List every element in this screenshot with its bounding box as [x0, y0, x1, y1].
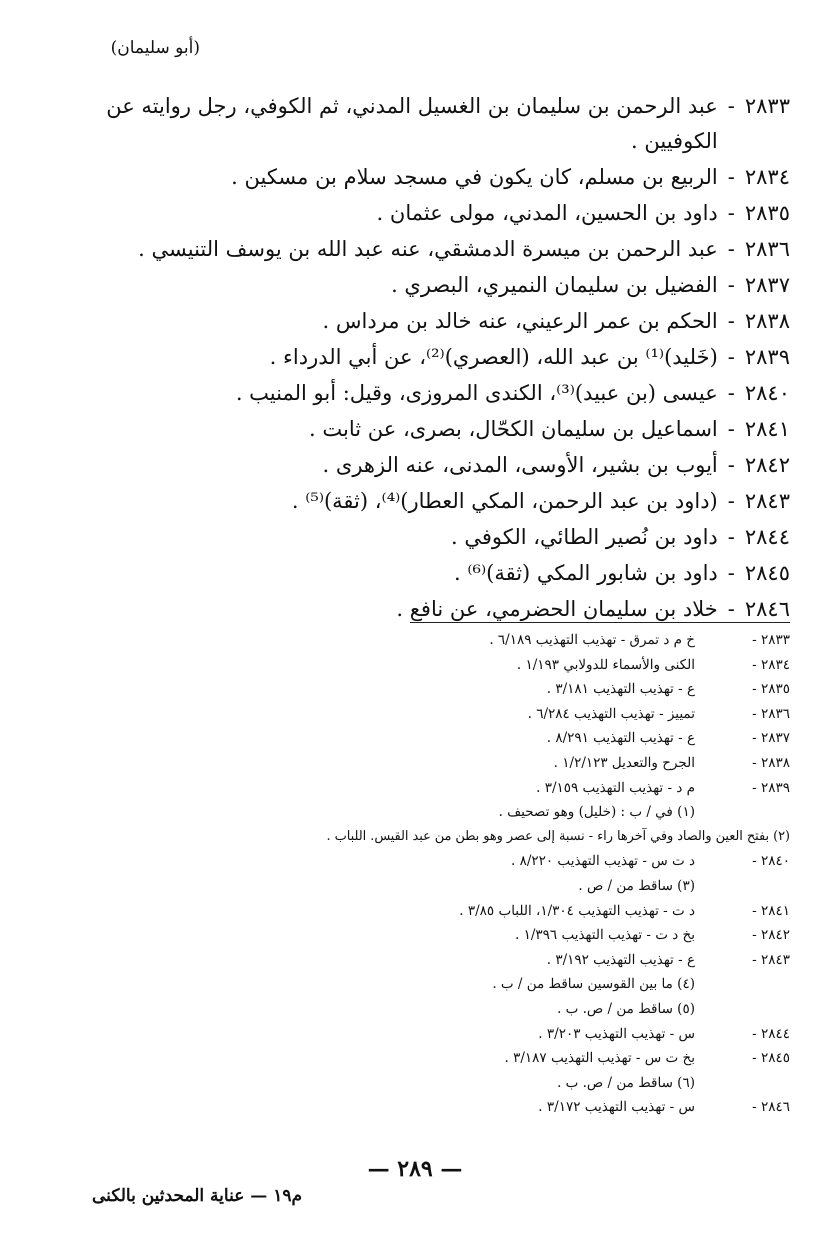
entry-number: ٢٨٣٧	[744, 273, 790, 297]
entry-text: عبد الرحمن بن سليمان بن الغسيل المدني، ثم الكوفي، رجل روايته عن الكوفيين .	[106, 94, 718, 153]
footnote-text: بخ د ت - تهذيب التهذيب ١/٣٩٦ .	[515, 927, 695, 944]
entry-text: داود بن الحسين، المدني، مولى عثمان .	[376, 201, 718, 225]
footnote: ٢٨٣٧ - ع - تهذيب التهذيب ٨/٢٩١ .	[70, 726, 790, 751]
footnote-separator	[410, 622, 790, 623]
footnote-number: ٢٨٣٣	[760, 632, 790, 648]
footnote: ٢٨٣٦ - تمييز - تهذيب التهذيب ٦/٢٨٤ .	[70, 702, 790, 727]
footnote-comment	[70, 800, 790, 825]
entry-text: الربيع بن مسلم، كان يكون في مسجد سلام بن مسكين .	[231, 165, 718, 189]
footnote-number: ٢٨٤١	[760, 902, 790, 919]
entry	[90, 267, 790, 303]
entry-dash: -	[727, 201, 735, 225]
entry	[90, 231, 790, 267]
entry	[90, 339, 790, 375]
entry-number: ٢٨٤٣	[744, 489, 790, 513]
entry-dash: -	[727, 309, 735, 333]
entry-text: أيوب بن بشير، الأوسى، المدنى، عنه الزهرى .	[322, 453, 718, 477]
entries-list	[90, 88, 790, 627]
entry-text: (داود بن عبد الرحمن، المكي العطار)⁽⁴⁾، (ثقة)⁽⁵⁾ .	[291, 489, 718, 513]
entry-number: ٢٨٣٣	[744, 94, 790, 118]
footnote-number: ٢٨٤٢	[760, 927, 790, 944]
footnote-number: ٢٨٣٧	[760, 730, 790, 747]
entry-dash: -	[727, 453, 735, 477]
footnote-comment	[70, 825, 790, 850]
entry	[90, 483, 790, 519]
footnotes-list	[70, 628, 790, 1120]
footnote: ٢٨٣٨ - الجرح والتعديل ١/٢/١٢٣ .	[70, 751, 790, 776]
footnote-comment	[70, 972, 790, 997]
footnote: ٢٨٣٩ - م د - تهذيب التهذيب ٣/١٥٩ .	[70, 776, 790, 801]
entry-text: (خَليد)⁽¹⁾ بن عبد الله، (العصري)⁽²⁾، عن أبي الدرداء .	[269, 345, 718, 369]
footnote-text: ع - تهذيب التهذيب ٣/١٨١ .	[546, 681, 695, 698]
footnote-text: (٤) ما بين القوسين ساقط من / ب .	[492, 976, 695, 993]
footnote-text: ع - تهذيب التهذيب ٨/٢٩١ .	[546, 730, 695, 747]
entry-dash: -	[727, 489, 735, 513]
footnote-text: (١) في / ب : (خليل) وهو تصحيف .	[498, 804, 695, 821]
entry	[90, 303, 790, 339]
footnote: ٢٨٤١ - د ت - تهذيب التهذيب ١/٣٠٤، اللباب ٣/٨٥ .	[70, 899, 790, 924]
footnote-text: د ت س - تهذيب التهذيب ٨/٢٢٠ .	[510, 853, 695, 870]
entry-text: داود بن شابور المكي (ثقة)⁽⁶⁾ .	[454, 561, 718, 585]
entry-number: ٢٨٤٦	[744, 597, 790, 621]
footnote-number: ٢٨٤٥	[760, 1050, 790, 1067]
footnote-number: ٢٨٤٦	[760, 1099, 790, 1116]
footnote: ٢٨٣٣ - خ م د تمرق - تهذيب التهذيب ٦/١٨٩ .	[70, 628, 790, 653]
footnote-number: ٢٨٣٦	[760, 705, 790, 722]
footnote: ٢٨٤٣ - ع - تهذيب التهذيب ٣/١٩٢ .	[70, 948, 790, 973]
entry-number: ٢٨٤١	[744, 417, 790, 441]
footnote-text: (٥) ساقط من / ص. ب .	[557, 1000, 695, 1017]
footnote: ٢٨٤٤ - س - تهذيب التهذيب ٣/٢٠٣ .	[70, 1022, 790, 1047]
entry	[90, 195, 790, 231]
footnote-text: (٦) ساقط من / ص. ب .	[557, 1074, 695, 1091]
entry-text: عيسى (بن عبيد)⁽³⁾، الكندى المروزى، وقيل: أبو المنيب .	[235, 381, 718, 405]
entry	[90, 375, 790, 411]
footnote-text: تمييز - تهذيب التهذيب ٦/٢٨٤ .	[527, 705, 695, 722]
entry-number: ٢٨٣٤	[744, 165, 790, 189]
entry	[90, 159, 790, 195]
page-number: — ٢٨٩ —	[367, 1156, 463, 1182]
entry-dash: -	[727, 597, 735, 621]
entry	[90, 519, 790, 555]
footnote-text: د ت - تهذيب التهذيب ١/٣٠٤، اللباب ٣/٨٥ .	[459, 902, 695, 919]
footnote-text: ع - تهذيب التهذيب ٣/١٩٢ .	[546, 951, 695, 968]
entry-dash: -	[727, 165, 735, 189]
entry-number: ٢٨٣٨	[744, 309, 790, 333]
footnote-number: ٢٨٤٠	[760, 853, 790, 870]
footnote-comment	[70, 874, 790, 899]
footnote-text: س - تهذيب التهذيب ٣/٢٠٣ .	[538, 1025, 695, 1042]
footnote: ٢٨٤٠ - د ت س - تهذيب التهذيب ٨/٢٢٠ .	[70, 849, 790, 874]
footnote-number: ٢٨٣٨	[760, 754, 790, 771]
entry-dash: -	[727, 345, 735, 369]
footnote-comment	[70, 1071, 790, 1096]
entry-dash: -	[727, 417, 735, 441]
entry-number: ٢٨٣٥	[744, 201, 790, 225]
entry-number: ٢٨٣٦	[744, 237, 790, 261]
footnote-text: (٢) بفتح العين والصاد وفي آخرها راء - نسبة إلى عصر وهو بطن من عبد القيس. اللباب .	[326, 828, 790, 844]
entry-number: ٢٨٤٥	[744, 561, 790, 585]
footnote-comment	[70, 997, 790, 1022]
entry-text: اسماعيل بن سليمان الكحّال، بصرى، عن ثابت .	[309, 417, 718, 441]
footnote: ٢٨٣٤ - الكنى والأسماء للدولابي ١/١٩٣ .	[70, 653, 790, 678]
entry	[90, 411, 790, 447]
running-header: (أبو سليمان)	[110, 38, 200, 58]
footnote-number: ٢٨٣٩	[760, 779, 790, 796]
entry-text: خلاد بن سليمان الحضرمي، عن نافع .	[396, 597, 718, 621]
footnote-text: الجرح والتعديل ١/٢/١٢٣ .	[553, 754, 695, 771]
entry	[90, 88, 790, 159]
footnote-text: بخ ت س - تهذيب التهذيب ٣/١٨٧ .	[504, 1050, 695, 1067]
footnote-text: (٣) ساقط من / ص .	[578, 877, 695, 894]
entry	[90, 555, 790, 591]
entry-text: الحكم بن عمر الرعيني، عنه خالد بن مرداس .	[322, 309, 718, 333]
signature-line: م١٩ — عناية المحدثين بالكنى	[92, 1186, 302, 1206]
entry-dash: -	[727, 561, 735, 585]
footnote-text: م د - تهذيب التهذيب ٣/١٥٩ .	[536, 779, 695, 796]
footnote-text: الكنى والأسماء للدولابي ١/١٩٣ .	[516, 656, 695, 673]
entry-number: ٢٨٤٠	[744, 381, 790, 405]
entry-number: ٢٨٣٩	[744, 345, 790, 369]
entry-dash: -	[727, 273, 735, 297]
footnote-number: ٢٨٤٤	[760, 1025, 790, 1042]
entry-text: عبد الرحمن بن ميسرة الدمشقي، عنه عبد الله بن يوسف التنيسي .	[138, 237, 718, 261]
footnote-text: خ م د تمرق - تهذيب التهذيب ٦/١٨٩ .	[489, 632, 695, 648]
entry	[90, 447, 790, 483]
entry-text: داود بن نُصير الطائي، الكوفي .	[451, 525, 718, 549]
footnote-number: ٢٨٣٤	[760, 656, 790, 673]
entry-number: ٢٨٤٢	[744, 453, 790, 477]
entry-number: ٢٨٤٤	[744, 525, 790, 549]
footnote-number: ٢٨٣٥	[760, 681, 790, 698]
entry-dash: -	[727, 237, 735, 261]
entry-dash: -	[727, 381, 735, 405]
entry-dash: -	[727, 525, 735, 549]
footnote: ٢٨٣٥ - ع - تهذيب التهذيب ٣/١٨١ .	[70, 677, 790, 702]
entry-text: الفضيل بن سليمان النميري، البصري .	[391, 273, 718, 297]
footnote: ٢٨٤٢ - بخ د ت - تهذيب التهذيب ١/٣٩٦ .	[70, 923, 790, 948]
footnote-text: س - تهذيب التهذيب ٣/١٧٢ .	[538, 1099, 695, 1116]
footnote: ٢٨٤٥ - بخ ت س - تهذيب التهذيب ٣/١٨٧ .	[70, 1046, 790, 1071]
footnote-number: ٢٨٤٣	[760, 951, 790, 968]
entry-dash: -	[727, 94, 735, 118]
footnote: ٢٨٤٦ - س - تهذيب التهذيب ٣/١٧٢ .	[70, 1095, 790, 1120]
